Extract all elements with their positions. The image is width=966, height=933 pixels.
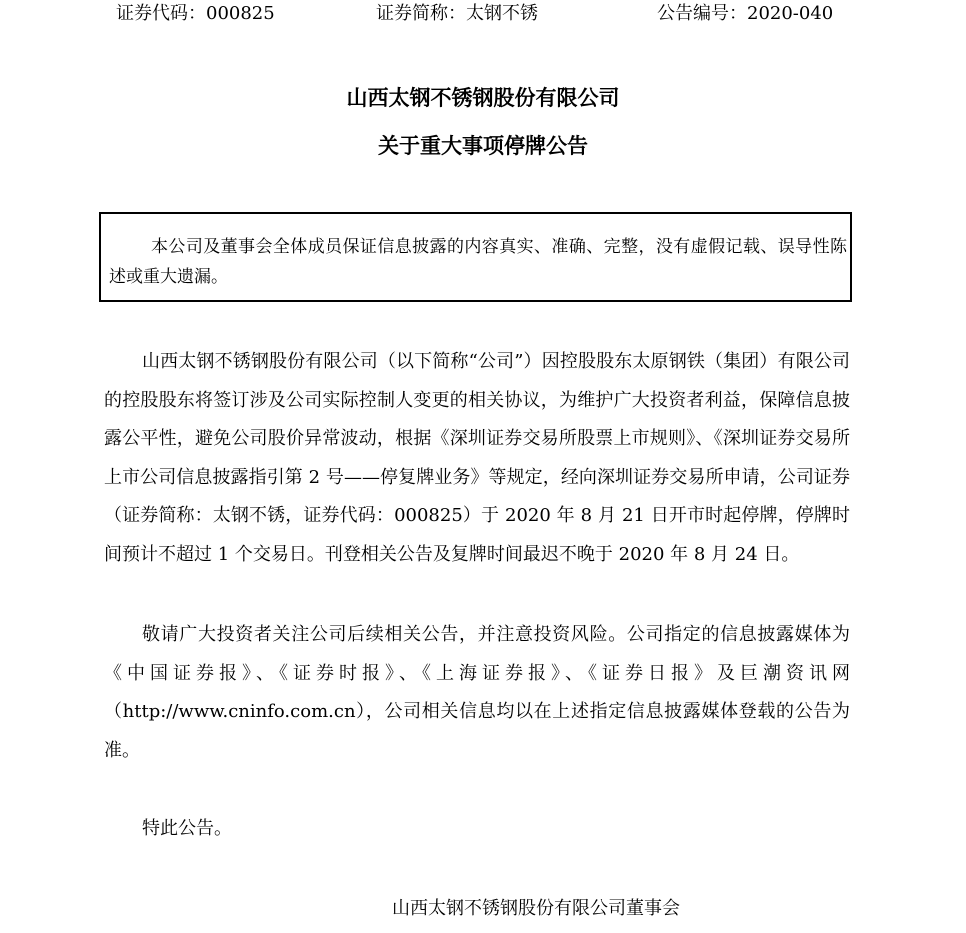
announcement-number: 公告编号：2020-040: [657, 3, 834, 24]
stock-code: 证券代码：000825: [116, 3, 275, 24]
board-signature: 山西太钢不锈钢股份有限公司董事会: [392, 898, 680, 919]
body-paragraph-risk-notice: 敬请广大投资者关注公司后续相关公告，并注意投资风险。公司指定的信息披露媒体为《中国证券报》、《证券时报》、《上海证券报》、《证券日报》及巨潮资讯网（http://www.cninfo.com.cn），公司相关信息均以在上述指定信息披露媒体登载的公告为准。: [104, 624, 850, 761]
notice-title: 关于重大事项停牌公告: [378, 134, 588, 158]
closing-text: 特此公告。: [142, 818, 232, 839]
announcement-header: [0, 2, 966, 26]
body-paragraph-suspension: 山西太钢不锈钢股份有限公司（以下简称“公司”）因控股股东太原钢铁（集团）有限公司的控股股东将签订涉及公司实际控制人变更的相关协议，为维护广大投资者利益，保障信息披露公平性，避免公司股价异常波动，根据《深圳证券交易所股票上市规则》、《深圳证券交易所上市公司信息披露指引第 2 号——停复牌业务》等规定，经向深圳证券交易所申请，公司证券（证券简称：太钢不锈，证券代码：000825）于 2020 年 8 月 21 日开市时起停牌，停牌时间预计不超过 1 个交易日。刊登相关公告及复牌时间最迟不晚于 2020 年 8 月 24 日。: [104, 351, 850, 565]
stock-abbreviation: 证券简称：太钢不锈: [376, 3, 538, 24]
company-title: 山西太钢不锈钢股份有限公司: [346, 86, 620, 110]
disclaimer-box: [99, 212, 852, 302]
disclaimer-text: 本公司及董事会全体成员保证信息披露的内容真实、准确、完整，没有虚假记载、误导性陈述或重大遗漏。: [109, 237, 847, 287]
